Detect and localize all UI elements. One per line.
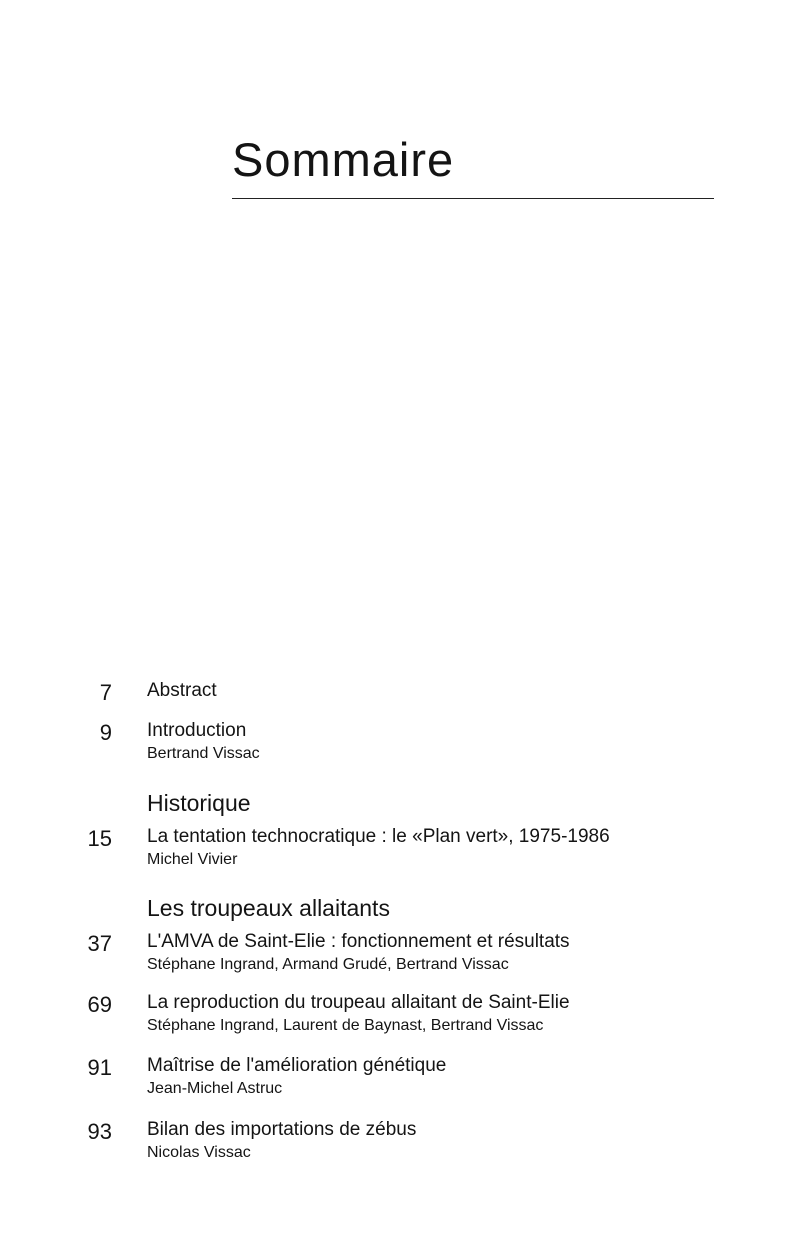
entry-author: Michel Vivier xyxy=(147,851,238,868)
section-heading-troupeaux-allaitants: Les troupeaux allaitants xyxy=(147,895,390,921)
entry-author: Nicolas Vissac xyxy=(147,1144,251,1161)
entry-title: Abstract xyxy=(147,680,217,701)
entry-author: Stéphane Ingrand, Armand Grudé, Bertrand Vissac xyxy=(147,956,509,973)
entry-title: La tentation technocratique : le «Plan vert», 1975-1986 xyxy=(147,826,610,847)
page-number: 91 xyxy=(87,1055,112,1080)
entry-author: Stéphane Ingrand, Laurent de Baynast, Bertrand Vissac xyxy=(147,1017,544,1034)
page-number: 9 xyxy=(99,720,112,745)
entry-title: Introduction xyxy=(147,720,247,741)
page-number: 69 xyxy=(87,992,112,1017)
page-number: 15 xyxy=(87,826,112,851)
page-number: 37 xyxy=(87,931,112,956)
entry-title: La reproduction du troupeau allaitant de Saint-Elie xyxy=(147,992,570,1013)
page-number: 7 xyxy=(99,680,112,705)
entry-title: Maîtrise de l'amélioration génétique xyxy=(147,1055,447,1076)
entry-author: Bertrand Vissac xyxy=(147,745,260,762)
entry-author: Jean-Michel Astruc xyxy=(147,1080,283,1097)
section-heading-historique: Historique xyxy=(147,790,251,816)
page-number: 93 xyxy=(87,1119,112,1144)
page-title: Sommaire xyxy=(232,133,455,186)
entry-title: L'AMVA de Saint-Elie : fonctionnement et résultats xyxy=(147,931,570,952)
entry-title: Bilan des importations de zébus xyxy=(147,1119,417,1140)
